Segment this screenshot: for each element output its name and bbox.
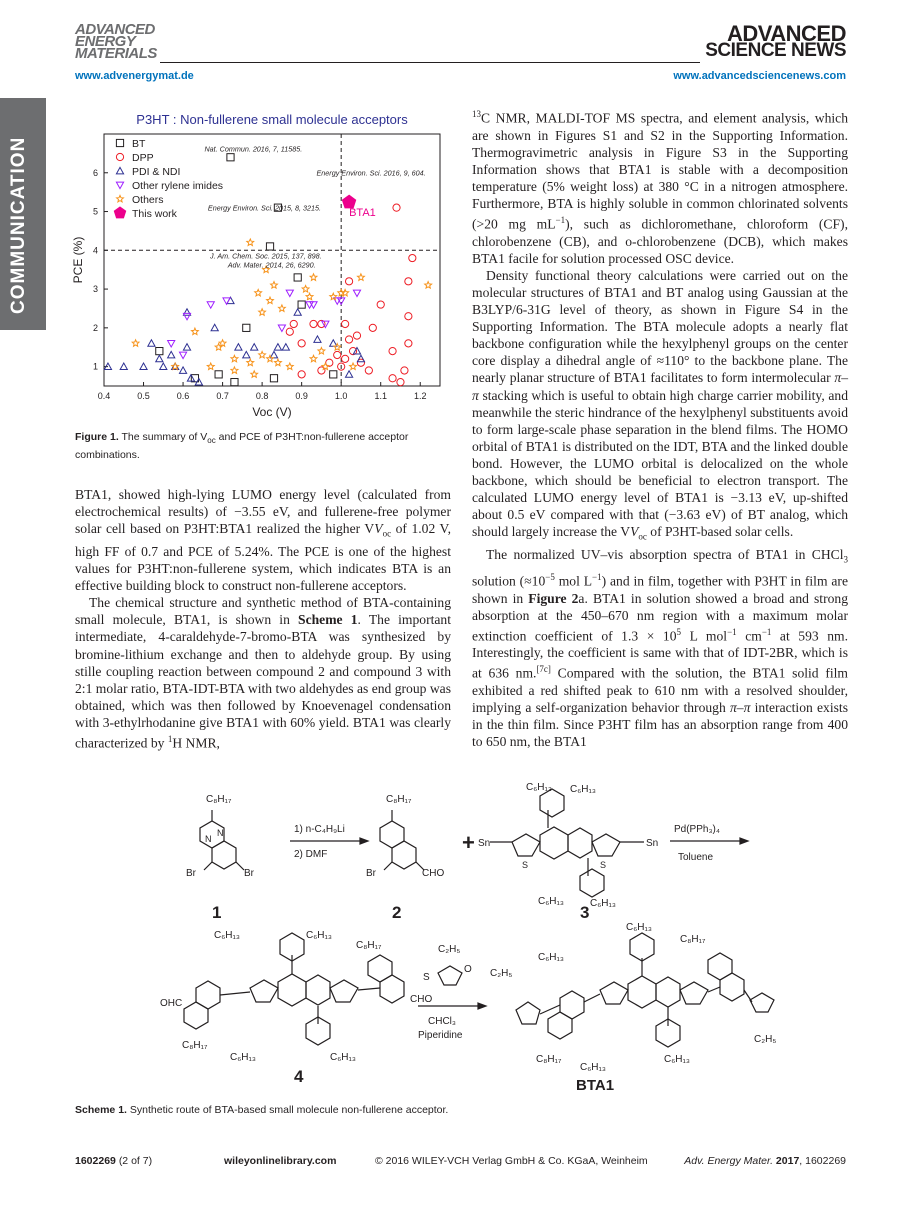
text-sup: 1 bbox=[167, 734, 173, 745]
scheme-sub-c6h13: C₆H₁₃ bbox=[526, 782, 552, 793]
data-point-bt bbox=[330, 371, 337, 378]
legend-marker bbox=[114, 207, 125, 218]
footer-copyright: © 2016 WILEY-VCH Verlag GmbH & Co. KGaA, Weinheim bbox=[375, 1155, 648, 1167]
data-point-dpp bbox=[310, 320, 317, 327]
scheme-step-1: 1) n-C₄H₉Li bbox=[294, 824, 345, 835]
data-point-bt bbox=[266, 243, 273, 250]
data-point-others bbox=[275, 359, 282, 366]
figure-1-caption-label: Figure 1. bbox=[75, 431, 119, 443]
data-point-pdi-ndi bbox=[294, 309, 301, 315]
text-run: at 593 nm. Interestingly, the coefficient is same with that of IDT-2BR, which is at 636 nm. bbox=[472, 628, 848, 681]
data-point-others bbox=[207, 363, 214, 370]
data-point-others bbox=[425, 282, 432, 289]
legend-label: BT bbox=[132, 138, 146, 150]
journal-logo bbox=[75, 21, 185, 62]
scheme-sub-c6h13: C₆H₁₃ bbox=[230, 1052, 256, 1063]
data-point-others bbox=[259, 309, 266, 316]
scheme-ohc: OHC bbox=[160, 998, 183, 1009]
data-point-pdi-ndi bbox=[156, 355, 163, 361]
footer-journal: Adv. Energy Mater. bbox=[684, 1155, 773, 1167]
scheme-sub-c8h17: C₈H₁₇ bbox=[680, 934, 706, 945]
scheme-br: Br bbox=[244, 868, 254, 879]
bta1-annotation: BTA1 bbox=[349, 207, 376, 220]
reference-annotation: Nat. Commun. 2016, 7, 11585. bbox=[204, 144, 303, 154]
scheme-sub-c8h17: C₈H₁₇ bbox=[206, 794, 232, 805]
y-tick-label: 1 bbox=[92, 361, 98, 372]
data-point-pdi-ndi bbox=[270, 351, 277, 357]
compound-4-label: 4 bbox=[294, 1067, 304, 1086]
data-point-pdi-ndi bbox=[211, 324, 218, 330]
text-run: BTA1, showed high-lying LUMO energy level (calculated from electrochemical results) of −3.55 eV, and fullerene-free polymer solar cell based on P3HT:BTA1 realized the higher V bbox=[75, 487, 451, 537]
scheme-solvent-toluene: Toluene bbox=[678, 852, 714, 863]
scheme-atom-n: N bbox=[217, 828, 224, 838]
x-tick-label: 0.6 bbox=[176, 391, 190, 401]
data-point-dpp bbox=[405, 340, 412, 347]
x-tick-label: 0.7 bbox=[216, 391, 229, 401]
figure-1-caption bbox=[75, 430, 451, 463]
scheme-sub-c2h5: C₂H₅ bbox=[438, 944, 461, 955]
figure-1-caption-text: The summary of V bbox=[121, 431, 208, 443]
scheme-1-link[interactable]: Scheme 1 bbox=[298, 612, 358, 628]
x-axis-label: Voc (V) bbox=[252, 405, 292, 419]
data-point-bt bbox=[215, 371, 222, 378]
data-point-pdi-ndi bbox=[282, 344, 289, 350]
legend-marker bbox=[116, 167, 123, 173]
data-point-bt bbox=[227, 154, 234, 161]
data-point-others bbox=[286, 363, 293, 370]
data-point-pdi-ndi bbox=[314, 336, 321, 342]
data-point-pdi-ndi bbox=[243, 351, 250, 357]
footer-site-link[interactable]: wileyonlinelibrary.com bbox=[224, 1155, 337, 1167]
scheme-reagent-chcl3: CHCl₃ bbox=[428, 1016, 456, 1027]
legend-label: DPP bbox=[132, 152, 154, 164]
data-point-other-rylene-imides bbox=[183, 313, 190, 319]
text-run: of 1.02 V, high FF of 0.7 and PCE of 5.24%. The PCE is one of the highest values for P3HT:non-fullerene system, which indicates BTA is an effective building block to construct non-fullerene acceptors. bbox=[75, 521, 451, 594]
text-run: a. BTA1 in solution showed a broad and strong absorption at the 450–670 nm region with a maximum molar extinction coefficient of 1.3 × 10 bbox=[472, 590, 848, 644]
text-run: ) and in film, together with P3HT in film are shown in bbox=[472, 573, 848, 606]
figure-1-caption-text2: and PCE of P3HT:non-fullerene acceptor combinations. bbox=[75, 431, 409, 462]
data-point-dpp bbox=[401, 367, 408, 374]
left-column-text bbox=[75, 486, 451, 752]
data-point-pdi-ndi bbox=[179, 367, 186, 373]
scheme-br: Br bbox=[366, 868, 376, 879]
data-point-others bbox=[247, 359, 254, 366]
data-point-bt bbox=[231, 379, 238, 386]
reference-annotation: Adv. Mater. 2014, 26, 6290. bbox=[227, 260, 316, 270]
scheme-1-caption-text: Synthetic route of BTA-based small molecule non-fullerene acceptor. bbox=[129, 1104, 449, 1116]
text-run: mol L bbox=[554, 573, 593, 589]
data-point-other-rylene-imides bbox=[286, 290, 293, 296]
data-point-bt bbox=[156, 348, 163, 355]
data-point-others bbox=[271, 282, 278, 289]
text-sub: oc bbox=[382, 528, 392, 539]
y-tick-label: 6 bbox=[92, 167, 98, 178]
text-run: cm bbox=[736, 628, 762, 644]
compound-3-label: 3 bbox=[580, 903, 590, 922]
data-point-dpp bbox=[365, 367, 372, 374]
x-tick-label: 0.5 bbox=[137, 391, 150, 401]
footer-citation-number: , 1602269 bbox=[799, 1155, 846, 1167]
right-column-text bbox=[472, 106, 848, 750]
data-point-bt bbox=[270, 375, 277, 382]
x-tick-label: 1.1 bbox=[374, 391, 387, 401]
data-point-dpp bbox=[389, 348, 396, 355]
journal-logo-line: ADVANCED bbox=[75, 21, 155, 38]
data-point-dpp bbox=[290, 320, 297, 327]
text-run: ), such as dichloromethane, chloroform (CF), chlorobenzene (CB), and o-chlorobenzene (DCB), which makes BTA1 facile for solution processed OSC device. bbox=[472, 216, 848, 266]
scheme-cho: CHO bbox=[410, 994, 433, 1005]
scheme-sub-c6h13: C₆H₁₃ bbox=[580, 1062, 606, 1073]
data-point-others bbox=[310, 355, 317, 362]
scheme-sub-c8h17: C₈H₁₇ bbox=[386, 794, 412, 805]
data-point-dpp bbox=[342, 355, 349, 362]
text-sup: −1 bbox=[592, 571, 602, 582]
y-tick-label: 4 bbox=[92, 245, 98, 256]
x-tick-label: 0.4 bbox=[97, 391, 111, 401]
text-sup: −1 bbox=[555, 215, 566, 226]
bta1-label: BTA1 bbox=[576, 1077, 615, 1094]
data-point-dpp bbox=[405, 313, 412, 320]
data-point-others bbox=[267, 297, 274, 304]
data-point-others bbox=[251, 371, 258, 378]
paragraph bbox=[472, 106, 848, 267]
figure-1-chart bbox=[70, 108, 450, 428]
data-point-dpp bbox=[286, 328, 293, 335]
scheme-sub-c6h13: C₆H₁₃ bbox=[306, 930, 332, 941]
scheme-br: Br bbox=[186, 868, 196, 879]
data-point-pdi-ndi bbox=[183, 309, 190, 315]
data-point-dpp bbox=[393, 204, 400, 211]
text-run: The normalized UV–vis absorption spectra of BTA1 in CHCl bbox=[486, 547, 844, 563]
scheme-sub-c8h17: C₈H₁₇ bbox=[356, 940, 382, 951]
data-point-dpp bbox=[389, 375, 396, 382]
text-run: stacking which is useful to obtain high charge carrier mobility, and meanwhile the steric hindrance of the hexylphenyl substituents avoid to form large-scale phase separation in the blend films. The HOMO orbital of BTA1 is distributed on the IDT, BTA and the linked double bond. However, the LUMO orbital is delocalized on the whole backbone, which should be beneficial to electron transport. The calculated LUMO energy level of BTA1 is −3.13 eV, up-shifted about 0.5 eV compared with that (−3.63 eV) of BT analog, which should largely increase the V bbox=[472, 387, 848, 540]
chart-title: P3HT : Non-fullerene small molecule acceptors bbox=[136, 112, 408, 127]
data-point-others bbox=[330, 293, 337, 300]
data-point-pdi-ndi bbox=[345, 371, 352, 377]
scheme-sub-c2h5: C₂H₅ bbox=[754, 1034, 777, 1045]
publisher-logo-line: ADVANCED bbox=[726, 21, 846, 46]
footer-citation bbox=[684, 1155, 846, 1167]
data-point-pdi-ndi bbox=[330, 340, 337, 346]
legend-marker bbox=[116, 153, 123, 160]
scheme-sub-c6h13: C₆H₁₃ bbox=[214, 930, 240, 941]
data-point-others bbox=[306, 293, 313, 300]
journal-logo-line: MATERIALS bbox=[75, 45, 157, 62]
text-run: solution (≈10 bbox=[472, 573, 546, 589]
text-run: of P3HT-based solar cells. bbox=[646, 524, 794, 540]
scheme-sub-c6h13: C₆H₁₃ bbox=[538, 896, 564, 907]
data-point-bt bbox=[294, 274, 301, 281]
text-sup: −1 bbox=[761, 626, 772, 637]
data-point-others bbox=[132, 340, 139, 347]
data-point-pdi-ndi bbox=[357, 355, 364, 361]
x-tick-label: 0.9 bbox=[295, 391, 308, 401]
section-tab bbox=[0, 98, 46, 330]
data-point-others bbox=[342, 289, 349, 296]
compound-3-structure bbox=[490, 789, 644, 897]
figure-2-link[interactable]: Figure 2 bbox=[528, 590, 579, 606]
footer-article-number: 1602269 bbox=[75, 1155, 116, 1167]
data-point-dpp bbox=[298, 371, 305, 378]
rhodanine-ring bbox=[438, 966, 462, 985]
data-point-other-rylene-imides bbox=[179, 352, 186, 358]
data-point-others bbox=[350, 363, 357, 370]
compound-2-label: 2 bbox=[392, 903, 402, 922]
reaction-arrow-1-head bbox=[360, 838, 368, 844]
data-point-others bbox=[219, 340, 226, 347]
data-point-pdi-ndi bbox=[148, 340, 155, 346]
publisher-logo bbox=[705, 21, 846, 61]
text-run: Compared with the solution, the BTA1 solid film exhibited a red shifted peak to 610 nm with a resolved shoulder, implying a self-organization behavior through bbox=[472, 666, 848, 716]
data-point-others bbox=[334, 344, 341, 351]
scheme-sub-c6h13: C₆H₁₃ bbox=[590, 898, 616, 909]
data-point-others bbox=[255, 289, 262, 296]
x-tick-label: 1.2 bbox=[413, 391, 427, 401]
data-point-dpp bbox=[409, 254, 416, 261]
text-run: L mol bbox=[681, 628, 728, 644]
scheme-sub-c8h17: C₈H₁₇ bbox=[536, 1054, 562, 1065]
text-sup: 13 bbox=[472, 109, 481, 119]
text-run: interaction exists in the thin film. Since P3HT film has an absorption range from 400 to 650 nm, the BTA1 bbox=[472, 700, 848, 750]
scheme-atom-s: S bbox=[600, 860, 607, 870]
scheme-1-diagram bbox=[160, 780, 790, 1100]
data-point-dpp bbox=[377, 301, 384, 308]
paragraph bbox=[75, 594, 451, 751]
data-point-other-rylene-imides bbox=[278, 325, 285, 331]
text-run: . The important intermediate, 4-caraldehyde-7-bromo-BTA was synthesized by bromine-lithium exchange and then to aldehyde group. By using stille coupling reaction between compound 2 and compound 3 with 2:1 molar ratio, BTA-IDT-BTA with two aldehydes as end group was obtained, which was then followed by Knoevenagel condensation with 3-ethylrhodanine give BTA1 with 60% yield. BTA1 was clearly characterized by bbox=[75, 612, 451, 751]
footer-article bbox=[75, 1155, 152, 1167]
data-point-pdi-ndi bbox=[274, 344, 281, 350]
scheme-cho: CHO bbox=[422, 868, 445, 879]
scheme-1-caption bbox=[75, 1103, 775, 1118]
footer-year: 2017 bbox=[775, 1155, 800, 1167]
y-tick-label: 5 bbox=[92, 206, 98, 217]
data-point-dpp bbox=[405, 278, 412, 285]
scheme-sub-c6h13: C₆H₁₃ bbox=[570, 784, 596, 795]
data-point-others bbox=[279, 305, 286, 312]
scheme-sn: Sn bbox=[478, 838, 491, 849]
legend-label: PDI & NDI bbox=[132, 166, 181, 178]
y-axis-label: PCE (%) bbox=[71, 236, 85, 284]
data-point-others bbox=[267, 355, 274, 362]
scheme-atom-n: N bbox=[205, 834, 212, 844]
paragraph: BTA1, showed high-lying LUMO energy level (calculated from electrochemical results) of −3.55 eV, and fullerene-free polymer solar cell based on P3HT:BTA1 realized the higher $VV_{oc}$ of 1.02 V, high FF of 0.7 and PCE of 5.24%. The PCE is one of the highest values for P3HT:non-fullerene system, which indicates BTA is an effective building block to construct non-fullerene acceptors. bbox=[75, 487, 451, 594]
data-point-pdi-ndi bbox=[235, 344, 242, 350]
scheme-sn: Sn bbox=[646, 838, 659, 849]
scheme-atom-s: S bbox=[522, 860, 529, 870]
scheme-step-2: 2) DMF bbox=[294, 849, 328, 860]
text-run: H NMR, bbox=[172, 735, 220, 751]
bta1-structure bbox=[516, 933, 777, 1047]
text-sup: 5 bbox=[676, 626, 682, 637]
text-sub: oc bbox=[638, 532, 647, 543]
data-point-dpp bbox=[353, 332, 360, 339]
scheme-1-caption-label: Scheme 1. bbox=[75, 1104, 127, 1116]
data-point-other-rylene-imides bbox=[207, 302, 214, 308]
paragraph: Density functional theory calculations were carried out on the molecular structures of BTA1 and BT analog using Gaussian at the B3LYP/6-31G level of theory, as shown in Figure S4 in the Supporting Information. The BTA molecule adopts a nearly flat backbone configuration while the hexylphenyl groups on the center core display a dihedral angle of ≈110° to the backbone plane. The nearly planar structure of BTA1 facilitates to form intermolecular π–π stacking which is useful to obtain high charge carrier mobility, and meanwhile the steric hindrance of the hexylphenyl substituents avoid to form large-scale phase separation in the blend films. The HOMO orbital of BTA1 is distributed on the IDT, BTA and the linked double bond. However, the LUMO orbital is delocalized on the whole backbone, which should be beneficial to electron transport. The calculated LUMO energy level of BTA1 is −3.13 eV, up-shifted about 0.5 eV compared with that (−3.63 eV) of BT analog, which should largely increase the $VV_{oc}$ of P3HT-based solar cells. bbox=[472, 267, 848, 543]
x-tick-label: 0.8 bbox=[255, 391, 269, 401]
data-point-dpp bbox=[345, 336, 352, 343]
scheme-sub-c6h13: C₆H₁₃ bbox=[626, 922, 652, 933]
header-rule bbox=[160, 62, 700, 63]
reaction-arrow-3-head bbox=[478, 1003, 486, 1009]
x-tick-label: 1.0 bbox=[334, 391, 348, 401]
text-sup: −5 bbox=[545, 571, 555, 582]
data-point-others bbox=[302, 286, 309, 293]
data-point-this-work bbox=[342, 195, 355, 208]
paragraph bbox=[472, 546, 848, 750]
data-point-pdi-ndi bbox=[168, 351, 175, 357]
data-point-others bbox=[247, 239, 254, 246]
y-tick-label: 2 bbox=[92, 322, 98, 333]
figure-1-caption-sub: oc bbox=[207, 436, 216, 446]
compound-1-label: 1 bbox=[212, 903, 222, 922]
legend-label: Others bbox=[132, 194, 164, 206]
data-point-others bbox=[310, 274, 317, 281]
scheme-atom-o: O bbox=[464, 964, 472, 975]
text-run: The chemical structure and synthetic method of BTA-containing small molecule, BTA1, is shown in bbox=[75, 595, 451, 628]
text-run: Density functional theory calculations were carried out on the molecular structures of BTA1 and BT analog using Gaussian at the B3LYP/6-31G level of theory, as shown in Figure S4 in the Supporting Information. The BTA molecule adopts a nearly flat backbone configuration while the hexylphenyl groups on the center core display a dihedral angle of ≈110° to the backbone plane. The nearly planar structure of BTA1 facilitates to form intermolecular bbox=[472, 267, 848, 386]
text-sup: −1 bbox=[727, 626, 737, 637]
text-italic: π–π bbox=[472, 370, 848, 403]
scheme-plus: + bbox=[462, 830, 475, 855]
text-run: C NMR, MALDI-TOF MS spectra, and element analysis, which are shown in Figures S1 and S2 in the Supporting Information. Thermogravimetric analysis in Figure S3 in the Supporting Information shows that BTA1 is stable with a decomposition temperature (5% weight loss) at 380 °C in a nitrogen atmosphere. Furthermore, BTA is highly soluble in common chlorinated solvents (>20 mg mL bbox=[472, 110, 848, 232]
legend-marker bbox=[116, 139, 123, 146]
text-italic: π–π bbox=[730, 700, 751, 716]
data-point-others bbox=[322, 363, 329, 370]
scheme-reagent-piperidine: Piperidine bbox=[418, 1030, 463, 1041]
reference-annotation: Energy Environ. Sci. 2016, 9, 604. bbox=[316, 168, 426, 178]
reference-annotation: Energy Environ. Sci. 2015, 8, 3215. bbox=[207, 203, 322, 213]
data-point-others bbox=[172, 363, 179, 370]
data-point-other-rylene-imides bbox=[168, 340, 175, 346]
data-point-dpp bbox=[345, 278, 352, 285]
data-point-bt bbox=[243, 324, 250, 331]
data-point-others bbox=[318, 348, 325, 355]
scheme-sub-c8h17: C₈H₁₇ bbox=[182, 1040, 208, 1051]
y-tick-label: 3 bbox=[92, 284, 98, 295]
data-point-pdi-ndi bbox=[160, 363, 167, 369]
citation-link[interactable]: [7c] bbox=[536, 664, 551, 675]
scheme-sub-c6h13: C₆H₁₃ bbox=[664, 1054, 690, 1065]
data-point-dpp bbox=[334, 351, 341, 358]
legend-label: This work bbox=[132, 208, 177, 220]
legend-marker bbox=[116, 182, 123, 188]
legend-marker bbox=[117, 195, 124, 202]
data-point-pdi-ndi bbox=[140, 363, 147, 369]
reference-annotation: J. Am. Chem. Soc. 2015, 137, 898. bbox=[210, 251, 322, 261]
data-point-others bbox=[231, 355, 238, 362]
data-point-dpp bbox=[298, 340, 305, 347]
data-point-pdi-ndi bbox=[251, 344, 258, 350]
scheme-sub-c2h5: C₂H₅ bbox=[490, 968, 513, 979]
data-point-dpp bbox=[397, 379, 404, 386]
data-point-others bbox=[231, 367, 238, 374]
scheme-reagent-pd: Pd(PPh₃)₄ bbox=[674, 824, 720, 835]
journal-url-link[interactable]: www.advenergymat.de bbox=[75, 70, 194, 82]
compound-2-structure bbox=[380, 810, 424, 870]
data-point-others bbox=[192, 328, 199, 335]
publisher-url-link[interactable]: www.advancedsciencenews.com bbox=[673, 70, 846, 82]
reaction-arrow-2-head bbox=[740, 838, 748, 844]
publisher-logo-line: SCIENCE NEWS bbox=[705, 40, 846, 61]
scheme-atom-s: S bbox=[423, 972, 430, 983]
data-point-pdi-ndi bbox=[120, 363, 127, 369]
data-point-others bbox=[358, 274, 365, 281]
text-sub: 3 bbox=[843, 554, 848, 565]
scheme-sub-c6h13: C₆H₁₃ bbox=[538, 952, 564, 963]
journal-logo-line: ENERGY bbox=[75, 33, 136, 50]
scheme-sub-c6h13: C₆H₁₃ bbox=[330, 1052, 356, 1063]
data-point-other-rylene-imides bbox=[353, 290, 360, 296]
data-point-dpp bbox=[342, 320, 349, 327]
legend-label: Other rylene imides bbox=[132, 180, 224, 192]
section-tab-label: COMMUNICATION bbox=[8, 136, 29, 314]
data-point-pdi-ndi bbox=[183, 344, 190, 350]
footer-page-info: (2 of 7) bbox=[118, 1155, 153, 1167]
data-point-bt bbox=[298, 301, 305, 308]
data-point-dpp bbox=[369, 324, 376, 331]
data-point-others bbox=[259, 351, 266, 358]
